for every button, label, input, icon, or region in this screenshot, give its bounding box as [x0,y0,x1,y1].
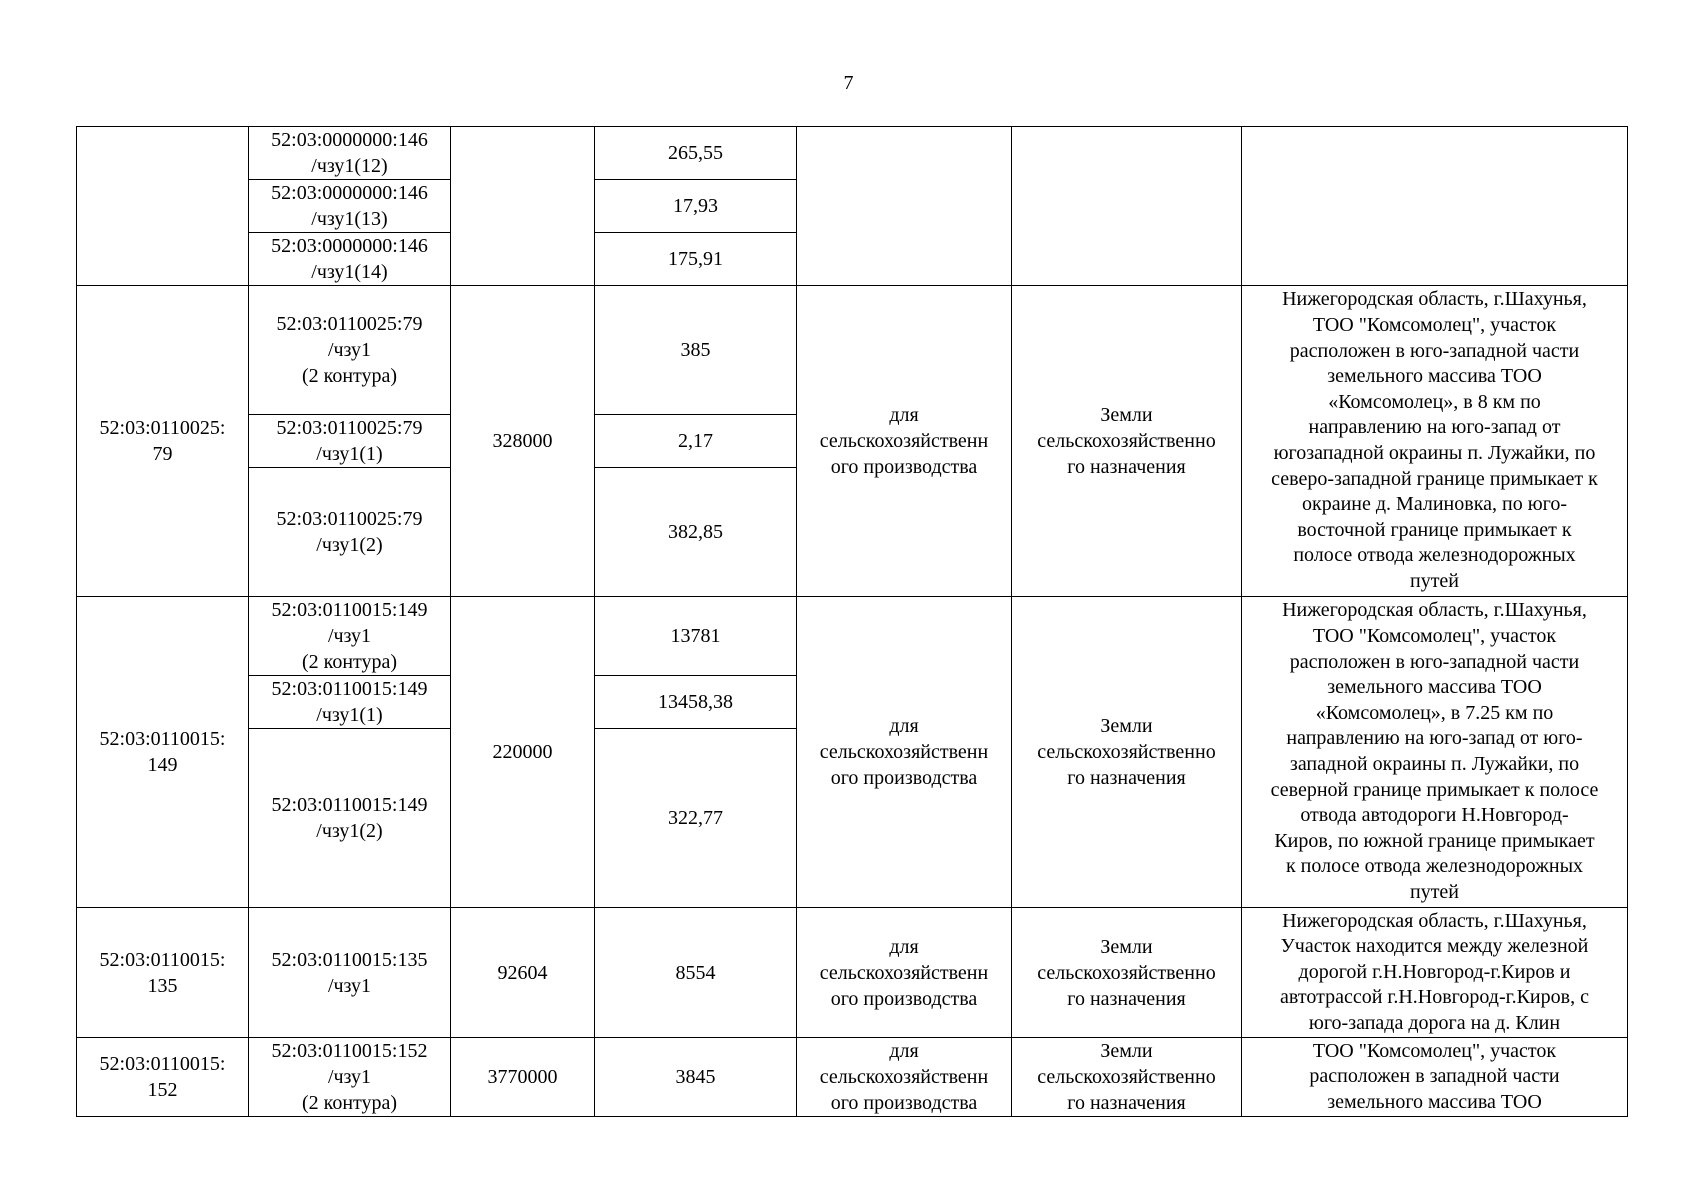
address: Нижегородская область, г.Шахунья, ТОО "Комсомолец", участок расположен в юго-западной части земельного массива ТОО «Комсомолец», в 8 км по направлению на юго-запад от югозападной окраины п. Лужайки, по северо-западной границе примыкает к окраине д. Малиновка, по юго- восточной границе примыкает к полосе отвода железнодорожных путей [1242,286,1628,597]
subparcel-number: 52:03:0000000:146 /чзу1(13) [249,180,451,233]
subparcel-number: 52:03:0000000:146 /чзу1(14) [249,233,451,286]
subparcel-number: 52:03:0110015:149 /чзу1(2) [249,729,451,908]
address: ТОО "Комсомолец", участок расположен в западной части земельного массива ТОО [1242,1038,1628,1117]
subparcel-area: 265,55 [595,127,797,180]
permitted-use: для сельскохозяйственн ого производства [797,597,1012,908]
address-cell [1242,127,1628,286]
table-row [77,286,1628,415]
permitted-use: для сельскохозяйственн ого производства [797,908,1012,1038]
subparcel-area: 175,91 [595,233,797,286]
address: Нижегородская область, г.Шахунья, Участок находится между железной дорогой г.Н.Новгород-г.Киров и автотрассой г.Н.Новгород-г.Киров, с юго-запада дорога на д. Клин [1242,908,1628,1038]
permitted-use-cell [797,127,1012,286]
subparcel-number: 52:03:0110015:149 /чзу1 (2 контура) [249,597,451,676]
table-row [77,1038,1628,1117]
table-row [77,908,1628,1038]
subparcel-area: 382,85 [595,468,797,597]
subparcel-area: 2,17 [595,415,797,468]
land-category: Земли сельскохозяйственно го назначения [1012,597,1242,908]
subparcel-number: 52:03:0110015:149 /чзу1(1) [249,676,451,729]
cadastral-number: 52:03:0110015: 152 [77,1038,249,1117]
subparcel-area: 385 [595,286,797,415]
cadastral-number: 52:03:0110025: 79 [77,286,249,597]
subparcel-area: 3845 [595,1038,797,1117]
cadastral-number: 52:03:0110015: 149 [77,597,249,908]
subparcel-area: 322,77 [595,729,797,908]
address: Нижегородская область, г.Шахунья, ТОО "Комсомолец", участок расположен в юго-западной части земельного массива ТОО «Комсомолец», в 7.25 км по направлению на юго-запад от юго- западной окраины п. Лужайки, по северной границе примыкает к полосе отвода автодороги Н.Новгород- Киров, по южной границе примыкает к полосе отвода железнодорожных путей [1242,597,1628,908]
subparcel-number: 52:03:0110015:135 /чзу1 [249,908,451,1038]
table-row [77,127,1628,180]
subparcel-area: 8554 [595,908,797,1038]
subparcel-area: 17,93 [595,180,797,233]
land-category: Земли сельскохозяйственно го назначения [1012,1038,1242,1117]
total-area-cell [451,127,595,286]
total-area: 3770000 [451,1038,595,1117]
cadastral-number: 52:03:0110015: 135 [77,908,249,1038]
subparcel-area: 13458,38 [595,676,797,729]
permitted-use: для сельскохозяйственн ого производства [797,286,1012,597]
cadastral-number-cell [77,127,249,286]
total-area: 328000 [451,286,595,597]
permitted-use: для сельскохозяйственн ого производства [797,1038,1012,1117]
page-number: 7 [843,72,854,94]
table-row [77,597,1628,676]
subparcel-number: 52:03:0110015:152 /чзу1 (2 контура) [249,1038,451,1117]
land-category: Земли сельскохозяйственно го назначения [1012,286,1242,597]
subparcel-number: 52:03:0000000:146 /чзу1(12) [249,127,451,180]
subparcel-number: 52:03:0110025:79 /чзу1(2) [249,468,451,597]
subparcel-number: 52:03:0110025:79 /чзу1(1) [249,415,451,468]
subparcel-number: 52:03:0110025:79 /чзу1 (2 контура) [249,286,451,415]
land-parcels-table [76,126,1628,1117]
total-area: 92604 [451,908,595,1038]
land-category: Земли сельскохозяйственно го назначения [1012,908,1242,1038]
land-category-cell [1012,127,1242,286]
total-area: 220000 [451,597,595,908]
subparcel-area: 13781 [595,597,797,676]
